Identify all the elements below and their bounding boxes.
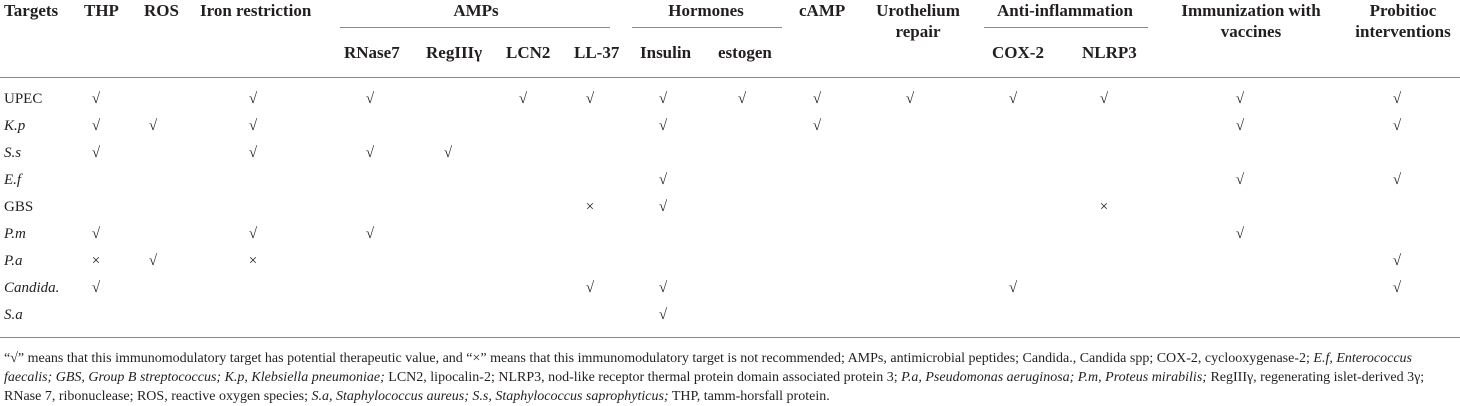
check-mark: √ bbox=[658, 91, 668, 107]
check-mark: √ bbox=[1008, 280, 1018, 296]
check-mark: √ bbox=[905, 91, 915, 107]
check-mark: √ bbox=[812, 118, 822, 134]
header-bottom-rule bbox=[0, 77, 1460, 78]
header-immunization-line2: vaccines bbox=[1220, 22, 1282, 41]
check-mark: √ bbox=[365, 145, 375, 161]
header-lcn2: LCN2 bbox=[506, 43, 551, 62]
check-mark: √ bbox=[1235, 118, 1245, 134]
header-insulin: Insulin bbox=[640, 43, 692, 62]
header-probiotic bbox=[1346, 0, 1460, 42]
header-camp: cAMP bbox=[799, 1, 846, 20]
check-mark: √ bbox=[1392, 280, 1402, 296]
check-mark: √ bbox=[91, 226, 101, 242]
footnote-part-1: “√” means that this immunomodulatory target has potential therapeutic value, and “×” means that this immunomodulatory target is not recommended; AMPs, antimicrobial peptides; Candida., Candida spp; COX-2, cyclooxygenase-2; bbox=[4, 351, 1314, 366]
anti-inflammation-group-rule bbox=[984, 27, 1148, 28]
row-label: UPEC bbox=[4, 91, 43, 107]
check-mark: √ bbox=[658, 172, 668, 188]
cross-mark: × bbox=[248, 253, 258, 269]
check-mark: √ bbox=[1235, 226, 1245, 242]
check-mark: √ bbox=[248, 91, 258, 107]
check-mark: √ bbox=[1392, 253, 1402, 269]
footnote-part-4: LCN2, lipocalin-2; NLRP3, nod-like receptor thermal protein domain associated protein 3; bbox=[384, 370, 902, 385]
check-mark: √ bbox=[1235, 91, 1245, 107]
check-mark: √ bbox=[1008, 91, 1018, 107]
check-mark: √ bbox=[91, 91, 101, 107]
check-mark: √ bbox=[91, 118, 101, 134]
check-mark: √ bbox=[658, 307, 668, 323]
check-mark: √ bbox=[248, 226, 258, 242]
row-label: P.a bbox=[4, 253, 23, 269]
footnote-part-7: S.a, Staphylococcus aureus; S.s, Staphylococcus saprophyticus; bbox=[311, 389, 669, 404]
header-rnase7: RNase7 bbox=[344, 43, 400, 62]
table-bottom-rule bbox=[0, 337, 1460, 338]
check-mark: √ bbox=[737, 91, 747, 107]
row-label: K.p bbox=[4, 118, 26, 134]
row-label: S.s bbox=[4, 145, 22, 161]
check-mark: √ bbox=[91, 145, 101, 161]
check-mark: √ bbox=[1099, 91, 1109, 107]
check-mark: √ bbox=[658, 199, 668, 215]
header-urothelium-line1: Urothelium bbox=[876, 1, 960, 20]
header-urothelium-repair bbox=[862, 0, 974, 42]
check-mark: √ bbox=[443, 145, 453, 161]
cross-mark: × bbox=[91, 253, 101, 269]
header-amps: AMPs bbox=[453, 1, 499, 20]
amps-group-rule bbox=[340, 27, 610, 28]
cross-mark: × bbox=[1099, 199, 1109, 215]
check-mark: √ bbox=[518, 91, 528, 107]
check-mark: √ bbox=[1392, 118, 1402, 134]
row-label: GBS bbox=[4, 199, 34, 215]
header-regiii: RegIIIγ bbox=[426, 43, 483, 62]
footnote-part-6: RegIIIγ, regenerating islet-derived 3γ; RNase 7, ribonuclease; ROS, reactive oxygen species; bbox=[4, 370, 1425, 404]
header-hormones: Hormones bbox=[668, 1, 744, 20]
footnote-part-2: E.f, Enterococcus bbox=[1313, 351, 1413, 366]
header-iron-restriction: Iron restriction bbox=[200, 1, 312, 20]
check-mark: √ bbox=[585, 280, 595, 296]
check-mark: √ bbox=[365, 226, 375, 242]
header-ll37: LL-37 bbox=[574, 43, 620, 62]
header-immunization-line1: Immunization with bbox=[1181, 1, 1321, 20]
header-anti-inflammation: Anti-inflammation bbox=[997, 1, 1133, 20]
row-label: S.a bbox=[4, 307, 23, 323]
check-mark: √ bbox=[248, 145, 258, 161]
header-probiotic-line2: interventions bbox=[1355, 22, 1451, 41]
header-probiotic-line1: Probitioc bbox=[1369, 1, 1437, 20]
header-targets: Targets bbox=[4, 1, 59, 20]
check-mark: √ bbox=[148, 253, 158, 269]
row-label: P.m bbox=[4, 226, 26, 242]
check-mark: √ bbox=[658, 280, 668, 296]
check-mark: √ bbox=[585, 91, 595, 107]
check-mark: √ bbox=[91, 280, 101, 296]
hormones-group-rule bbox=[632, 27, 782, 28]
header-thp: THP bbox=[84, 1, 119, 20]
check-mark: √ bbox=[1392, 172, 1402, 188]
row-label: E.f bbox=[4, 172, 22, 188]
footnote-part-3: faecalis; GBS, Group B streptococcus; K.p, Klebsiella pneumoniae; bbox=[4, 370, 385, 385]
header-cox2: COX-2 bbox=[992, 43, 1044, 62]
header-urothelium-line2: repair bbox=[895, 22, 941, 41]
check-mark: √ bbox=[658, 118, 668, 134]
check-mark: √ bbox=[1392, 91, 1402, 107]
check-mark: √ bbox=[248, 118, 258, 134]
header-estogen: estogen bbox=[718, 43, 772, 62]
footnote-part-8: THP, tamm-horsfall protein. bbox=[668, 389, 830, 404]
check-mark: √ bbox=[365, 91, 375, 107]
header-nlrp3: NLRP3 bbox=[1082, 43, 1137, 62]
footnote-part-5: P.a, Pseudomonas aeruginosa; P.m, Proteus mirabilis; bbox=[901, 370, 1207, 385]
header-ros: ROS bbox=[144, 1, 179, 20]
cross-mark: × bbox=[585, 199, 595, 215]
check-mark: √ bbox=[148, 118, 158, 134]
check-mark: √ bbox=[1235, 172, 1245, 188]
row-label: Candida. bbox=[4, 280, 60, 296]
header-immunization bbox=[1166, 0, 1336, 42]
check-mark: √ bbox=[812, 91, 822, 107]
footnote bbox=[4, 349, 1456, 406]
